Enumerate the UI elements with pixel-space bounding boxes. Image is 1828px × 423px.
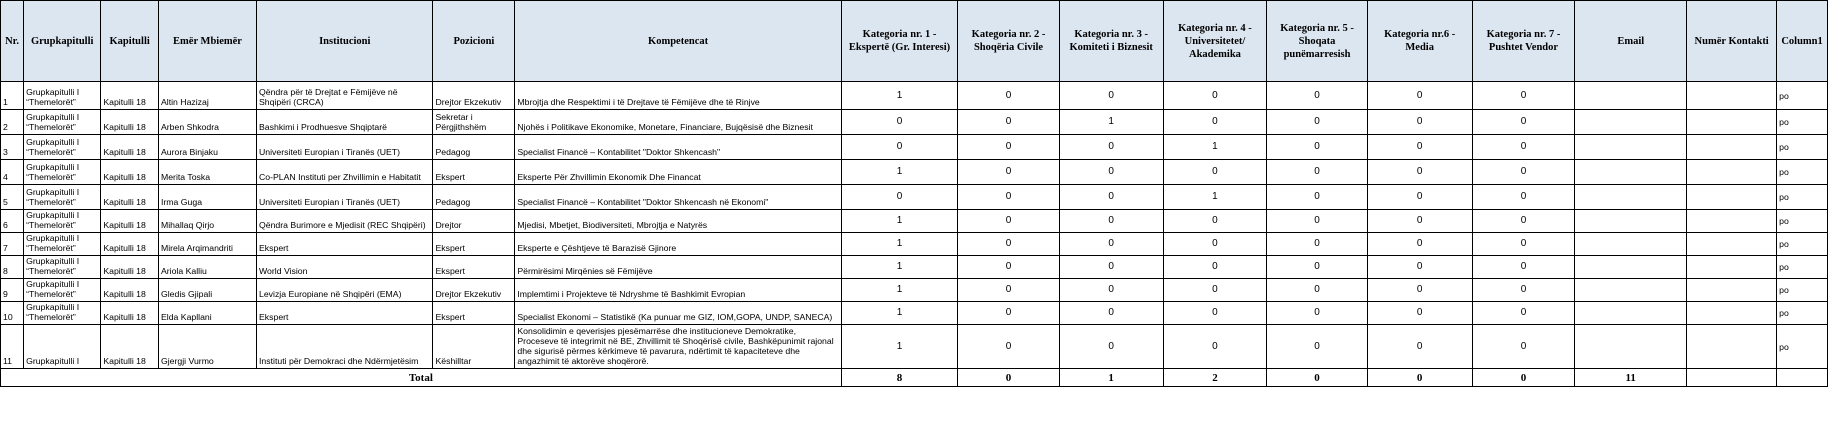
- competence-cell: Konsolidimin e qeverisjes pjesëmarrëse dhe institucioneve Demokratike, Proceseve të integrimit në BE, Zhvillimit të Shoqërisë civile, Bashkëpunimit rajonal dhe sigurisë përmes kërkimeve të pavarura, ndërtimit të kapaciteteve dhe angazhimit të aktorëve shoqërorë.: [515, 325, 841, 369]
- header-kategoria-7: Kategoria nr. 7 - Pushtet Vendor: [1472, 1, 1575, 82]
- category-2-cell: 0: [958, 256, 1060, 279]
- institution-cell: Instituti për Demokraci dhe Ndërmjetësim: [257, 325, 433, 369]
- email-cell: [1575, 160, 1687, 185]
- table-footer: [1, 369, 1828, 387]
- kapitulli-cell: Kapitulli 18: [101, 233, 159, 256]
- email-cell: [1575, 279, 1687, 302]
- contact-number-cell: [1687, 185, 1777, 210]
- name-cell: Gjergji Vurmo: [158, 325, 256, 369]
- category-5-cell: 0: [1267, 110, 1367, 135]
- column1-cell: po: [1777, 185, 1828, 210]
- table-row: [1, 185, 1828, 210]
- institution-cell: Levizja Europiane në Shqipëri (EMA): [257, 279, 433, 302]
- grupkapitulli-cell: Grupkapitulli I “Themelorët”: [24, 302, 101, 325]
- row-number: 7: [1, 233, 24, 256]
- contact-number-cell: [1687, 135, 1777, 160]
- category-1-cell: 0: [841, 185, 957, 210]
- email-cell: [1575, 185, 1687, 210]
- category-5-cell: 0: [1267, 135, 1367, 160]
- category-5-cell: 0: [1267, 256, 1367, 279]
- competence-cell: Njohës i Politikave Ekonomike, Monetare, Financiare, Bujqësisë dhe Biznesit: [515, 110, 841, 135]
- kapitulli-cell: Kapitulli 18: [101, 185, 159, 210]
- name-cell: Altin Hazizaj: [158, 82, 256, 110]
- name-cell: Aurora Binjaku: [158, 135, 256, 160]
- position-cell: Ekspert: [433, 233, 515, 256]
- position-cell: Pedagog: [433, 185, 515, 210]
- contact-number-cell: [1687, 233, 1777, 256]
- kapitulli-cell: Kapitulli 18: [101, 256, 159, 279]
- contact-number-cell: [1687, 110, 1777, 135]
- table-row: [1, 210, 1828, 233]
- category-3-cell: 0: [1059, 135, 1163, 160]
- category-5-cell: 0: [1267, 233, 1367, 256]
- category-7-cell: 0: [1472, 135, 1575, 160]
- category-7-cell: 0: [1472, 279, 1575, 302]
- grupkapitulli-cell: Grupkapitulli I “Themelorët”: [24, 160, 101, 185]
- category-5-cell: 0: [1267, 325, 1367, 369]
- email-cell: [1575, 325, 1687, 369]
- table-row: [1, 256, 1828, 279]
- category-3-cell: 0: [1059, 160, 1163, 185]
- row-number: 10: [1, 302, 24, 325]
- grupkapitulli-cell: Grupkapitulli I “Themelorët”: [24, 135, 101, 160]
- institution-cell: Universiteti Europian i Tiranës (UET): [257, 135, 433, 160]
- row-number: 11: [1, 325, 24, 369]
- header-nr: Nr.: [1, 1, 24, 82]
- header-kategoria-6: Kategoria nr.6 - Media: [1367, 1, 1472, 82]
- total-cat3: 1: [1059, 369, 1163, 387]
- position-cell: Këshilltar: [433, 325, 515, 369]
- category-4-cell: 0: [1163, 160, 1267, 185]
- kapitulli-cell: Kapitulli 18: [101, 160, 159, 185]
- category-2-cell: 0: [958, 160, 1060, 185]
- column1-cell: po: [1777, 325, 1828, 369]
- competence-cell: Mjedisi, Mbetjet, Biodiversiteti, Mbrojtja e Natyrës: [515, 210, 841, 233]
- grupkapitulli-cell: Grupkapitulli I “Themelorët”: [24, 82, 101, 110]
- name-cell: Mihallaq Qirjo: [158, 210, 256, 233]
- category-3-cell: 0: [1059, 185, 1163, 210]
- category-3-cell: 0: [1059, 256, 1163, 279]
- category-4-cell: 0: [1163, 82, 1267, 110]
- header-column1: Column1: [1777, 1, 1828, 82]
- table-row: [1, 160, 1828, 185]
- kapitulli-cell: Kapitulli 18: [101, 110, 159, 135]
- contact-number-cell: [1687, 82, 1777, 110]
- category-4-cell: 0: [1163, 233, 1267, 256]
- category-6-cell: 0: [1367, 185, 1472, 210]
- category-7-cell: 0: [1472, 82, 1575, 110]
- category-3-cell: 0: [1059, 325, 1163, 369]
- category-4-cell: 1: [1163, 185, 1267, 210]
- header-kategoria-1: Kategoria nr. 1 - Ekspertë (Gr. Interesi): [841, 1, 957, 82]
- institution-cell: Ekspert: [257, 302, 433, 325]
- grupkapitulli-cell: Grupkapitulli I: [24, 325, 101, 369]
- grupkapitulli-cell: Grupkapitulli I “Themelorët”: [24, 256, 101, 279]
- category-7-cell: 0: [1472, 110, 1575, 135]
- column1-cell: po: [1777, 110, 1828, 135]
- email-cell: [1575, 256, 1687, 279]
- total-row: [1, 369, 1828, 387]
- competence-cell: Mbrojtja dhe Respektimi i të Drejtave të Fëmijëve dhe të Rinjve: [515, 82, 841, 110]
- competence-cell: Implemtimi i Projekteve të Ndryshme të Bashkimit Evropian: [515, 279, 841, 302]
- category-5-cell: 0: [1267, 210, 1367, 233]
- grupkapitulli-cell: Grupkapitulli I “Themelorët”: [24, 185, 101, 210]
- position-cell: Ekspert: [433, 256, 515, 279]
- header-row: [1, 1, 1828, 82]
- position-cell: Pedagog: [433, 135, 515, 160]
- category-6-cell: 0: [1367, 233, 1472, 256]
- category-7-cell: 0: [1472, 325, 1575, 369]
- name-cell: Irma Guga: [158, 185, 256, 210]
- table-row: [1, 325, 1828, 369]
- total-label: Total: [1, 369, 842, 387]
- total-cat5: 0: [1267, 369, 1367, 387]
- category-5-cell: 0: [1267, 302, 1367, 325]
- total-column1: [1777, 369, 1828, 387]
- total-email: 11: [1575, 369, 1687, 387]
- competence-cell: Specialist Financë – Kontabilitet "Doktor Shkencash": [515, 135, 841, 160]
- column1-cell: po: [1777, 302, 1828, 325]
- header-email: Email: [1575, 1, 1687, 82]
- grupkapitulli-cell: Grupkapitulli I “Themelorët”: [24, 279, 101, 302]
- category-6-cell: 0: [1367, 325, 1472, 369]
- institution-cell: World Vision: [257, 256, 433, 279]
- contact-number-cell: [1687, 160, 1777, 185]
- category-3-cell: 1: [1059, 110, 1163, 135]
- table-row: [1, 279, 1828, 302]
- contact-number-cell: [1687, 210, 1777, 233]
- category-2-cell: 0: [958, 302, 1060, 325]
- category-7-cell: 0: [1472, 160, 1575, 185]
- table-row: [1, 135, 1828, 160]
- header-kompetencat: Kompetencat: [515, 1, 841, 82]
- header-kapitulli: Kapitulli: [101, 1, 159, 82]
- total-contact: [1687, 369, 1777, 387]
- row-number: 5: [1, 185, 24, 210]
- table-row: [1, 302, 1828, 325]
- grupkapitulli-cell: Grupkapitulli I “Themelorët”: [24, 233, 101, 256]
- grupkapitulli-cell: Grupkapitulli I “Themelorët”: [24, 110, 101, 135]
- table-body: [1, 82, 1828, 369]
- category-4-cell: 0: [1163, 279, 1267, 302]
- row-number: 9: [1, 279, 24, 302]
- category-2-cell: 0: [958, 279, 1060, 302]
- category-1-cell: 1: [841, 82, 957, 110]
- institution-cell: Bashkimi i Prodhuesve Shqiptarë: [257, 110, 433, 135]
- email-cell: [1575, 110, 1687, 135]
- kapitulli-cell: Kapitulli 18: [101, 82, 159, 110]
- position-cell: Drejtor Ekzekutiv: [433, 279, 515, 302]
- category-2-cell: 0: [958, 233, 1060, 256]
- header-kategoria-4: Kategoria nr. 4 - Universitetet/ Akademika: [1163, 1, 1267, 82]
- position-cell: Ekspert: [433, 302, 515, 325]
- category-2-cell: 0: [958, 210, 1060, 233]
- contact-number-cell: [1687, 302, 1777, 325]
- column1-cell: po: [1777, 233, 1828, 256]
- institution-cell: Universiteti Europian i Tiranës (UET): [257, 185, 433, 210]
- header-numer-kontakti: Numër Kontakti: [1687, 1, 1777, 82]
- name-cell: Arben Shkodra: [158, 110, 256, 135]
- column1-cell: po: [1777, 135, 1828, 160]
- category-7-cell: 0: [1472, 210, 1575, 233]
- category-6-cell: 0: [1367, 256, 1472, 279]
- total-cat2: 0: [958, 369, 1060, 387]
- header-emer-mbiemer: Emër Mbiemër: [158, 1, 256, 82]
- table-row: [1, 82, 1828, 110]
- category-3-cell: 0: [1059, 302, 1163, 325]
- category-6-cell: 0: [1367, 82, 1472, 110]
- row-number: 1: [1, 82, 24, 110]
- category-5-cell: 0: [1267, 160, 1367, 185]
- header-kategoria-5: Kategoria nr. 5 - Shoqata punëmarresish: [1267, 1, 1367, 82]
- email-cell: [1575, 82, 1687, 110]
- category-7-cell: 0: [1472, 233, 1575, 256]
- competence-cell: Përmirësimi Mirqënies së Fëmijëve: [515, 256, 841, 279]
- total-cat6: 0: [1367, 369, 1472, 387]
- category-5-cell: 0: [1267, 82, 1367, 110]
- category-6-cell: 0: [1367, 302, 1472, 325]
- category-3-cell: 0: [1059, 233, 1163, 256]
- row-number: 3: [1, 135, 24, 160]
- category-2-cell: 0: [958, 135, 1060, 160]
- name-cell: Gledis Gjipali: [158, 279, 256, 302]
- column1-cell: po: [1777, 279, 1828, 302]
- position-cell: Ekspert: [433, 160, 515, 185]
- name-cell: Ariola Kalliu: [158, 256, 256, 279]
- category-4-cell: 1: [1163, 135, 1267, 160]
- email-cell: [1575, 135, 1687, 160]
- kapitulli-cell: Kapitulli 18: [101, 302, 159, 325]
- category-4-cell: 0: [1163, 302, 1267, 325]
- grupkapitulli-cell: Grupkapitulli I “Themelorët”: [24, 210, 101, 233]
- row-number: 8: [1, 256, 24, 279]
- total-cat7: 0: [1472, 369, 1575, 387]
- category-3-cell: 0: [1059, 279, 1163, 302]
- column1-cell: po: [1777, 82, 1828, 110]
- category-6-cell: 0: [1367, 135, 1472, 160]
- name-cell: Mirela Arqimandriti: [158, 233, 256, 256]
- category-7-cell: 0: [1472, 302, 1575, 325]
- institution-cell: Co-PLAN Instituti per Zhvillimin e Habitatit: [257, 160, 433, 185]
- header-institucioni: Institucioni: [257, 1, 433, 82]
- category-1-cell: 1: [841, 302, 957, 325]
- email-cell: [1575, 302, 1687, 325]
- position-cell: Drejtor Ekzekutiv: [433, 82, 515, 110]
- table-row: [1, 110, 1828, 135]
- category-6-cell: 0: [1367, 160, 1472, 185]
- category-3-cell: 0: [1059, 210, 1163, 233]
- table-row: [1, 233, 1828, 256]
- category-6-cell: 0: [1367, 210, 1472, 233]
- category-5-cell: 0: [1267, 279, 1367, 302]
- contact-number-cell: [1687, 279, 1777, 302]
- header-grupkapitulli: Grupkapitulli: [24, 1, 101, 82]
- email-cell: [1575, 233, 1687, 256]
- category-2-cell: 0: [958, 185, 1060, 210]
- category-4-cell: 0: [1163, 325, 1267, 369]
- column1-cell: po: [1777, 210, 1828, 233]
- category-6-cell: 0: [1367, 279, 1472, 302]
- kapitulli-cell: Kapitulli 18: [101, 279, 159, 302]
- contact-number-cell: [1687, 325, 1777, 369]
- category-1-cell: 1: [841, 325, 957, 369]
- competence-cell: Eksperte Për Zhvillimin Ekonomik Dhe Financat: [515, 160, 841, 185]
- kapitulli-cell: Kapitulli 18: [101, 210, 159, 233]
- position-cell: Drejtor: [433, 210, 515, 233]
- category-4-cell: 0: [1163, 256, 1267, 279]
- institution-cell: Qëndra për të Drejtat e Fëmijëve në Shqipëri (CRCA): [257, 82, 433, 110]
- competence-cell: Specialist Financë – Kontabilitet "Doktor Shkencash në Ekonomi": [515, 185, 841, 210]
- category-4-cell: 0: [1163, 210, 1267, 233]
- table-header: [1, 1, 1828, 82]
- category-1-cell: 1: [841, 210, 957, 233]
- category-2-cell: 0: [958, 82, 1060, 110]
- category-1-cell: 0: [841, 135, 957, 160]
- category-2-cell: 0: [958, 325, 1060, 369]
- category-6-cell: 0: [1367, 110, 1472, 135]
- category-1-cell: 1: [841, 160, 957, 185]
- position-cell: Sekretar i Përgjithshëm: [433, 110, 515, 135]
- category-7-cell: 0: [1472, 256, 1575, 279]
- category-1-cell: 1: [841, 279, 957, 302]
- competence-cell: Specialist Ekonomi – Statistikë (Ka punuar me GIZ, IOM,GOPA, UNDP, SANECA): [515, 302, 841, 325]
- kapitulli-cell: Kapitulli 18: [101, 325, 159, 369]
- category-1-cell: 0: [841, 110, 957, 135]
- total-cat4: 2: [1163, 369, 1267, 387]
- category-2-cell: 0: [958, 110, 1060, 135]
- contact-number-cell: [1687, 256, 1777, 279]
- total-cat1: 8: [841, 369, 957, 387]
- row-number: 2: [1, 110, 24, 135]
- row-number: 4: [1, 160, 24, 185]
- category-7-cell: 0: [1472, 185, 1575, 210]
- competence-cell: Eksperte e Çështjeve të Barazisë Gjinore: [515, 233, 841, 256]
- header-kategoria-2: Kategoria nr. 2 - Shoqëria Civile: [958, 1, 1060, 82]
- email-cell: [1575, 210, 1687, 233]
- row-number: 6: [1, 210, 24, 233]
- category-3-cell: 0: [1059, 82, 1163, 110]
- column1-cell: po: [1777, 160, 1828, 185]
- institution-cell: Qëndra Burimore e Mjedisit (REC Shqipëri): [257, 210, 433, 233]
- header-pozicioni: Pozicioni: [433, 1, 515, 82]
- column1-cell: po: [1777, 256, 1828, 279]
- category-1-cell: 1: [841, 256, 957, 279]
- category-5-cell: 0: [1267, 185, 1367, 210]
- institution-cell: Ekspert: [257, 233, 433, 256]
- name-cell: Merita Toska: [158, 160, 256, 185]
- name-cell: Elda Kapllani: [158, 302, 256, 325]
- kapitulli-cell: Kapitulli 18: [101, 135, 159, 160]
- category-1-cell: 1: [841, 233, 957, 256]
- header-kategoria-3: Kategoria nr. 3 - Komiteti i Biznesit: [1059, 1, 1163, 82]
- category-4-cell: 0: [1163, 110, 1267, 135]
